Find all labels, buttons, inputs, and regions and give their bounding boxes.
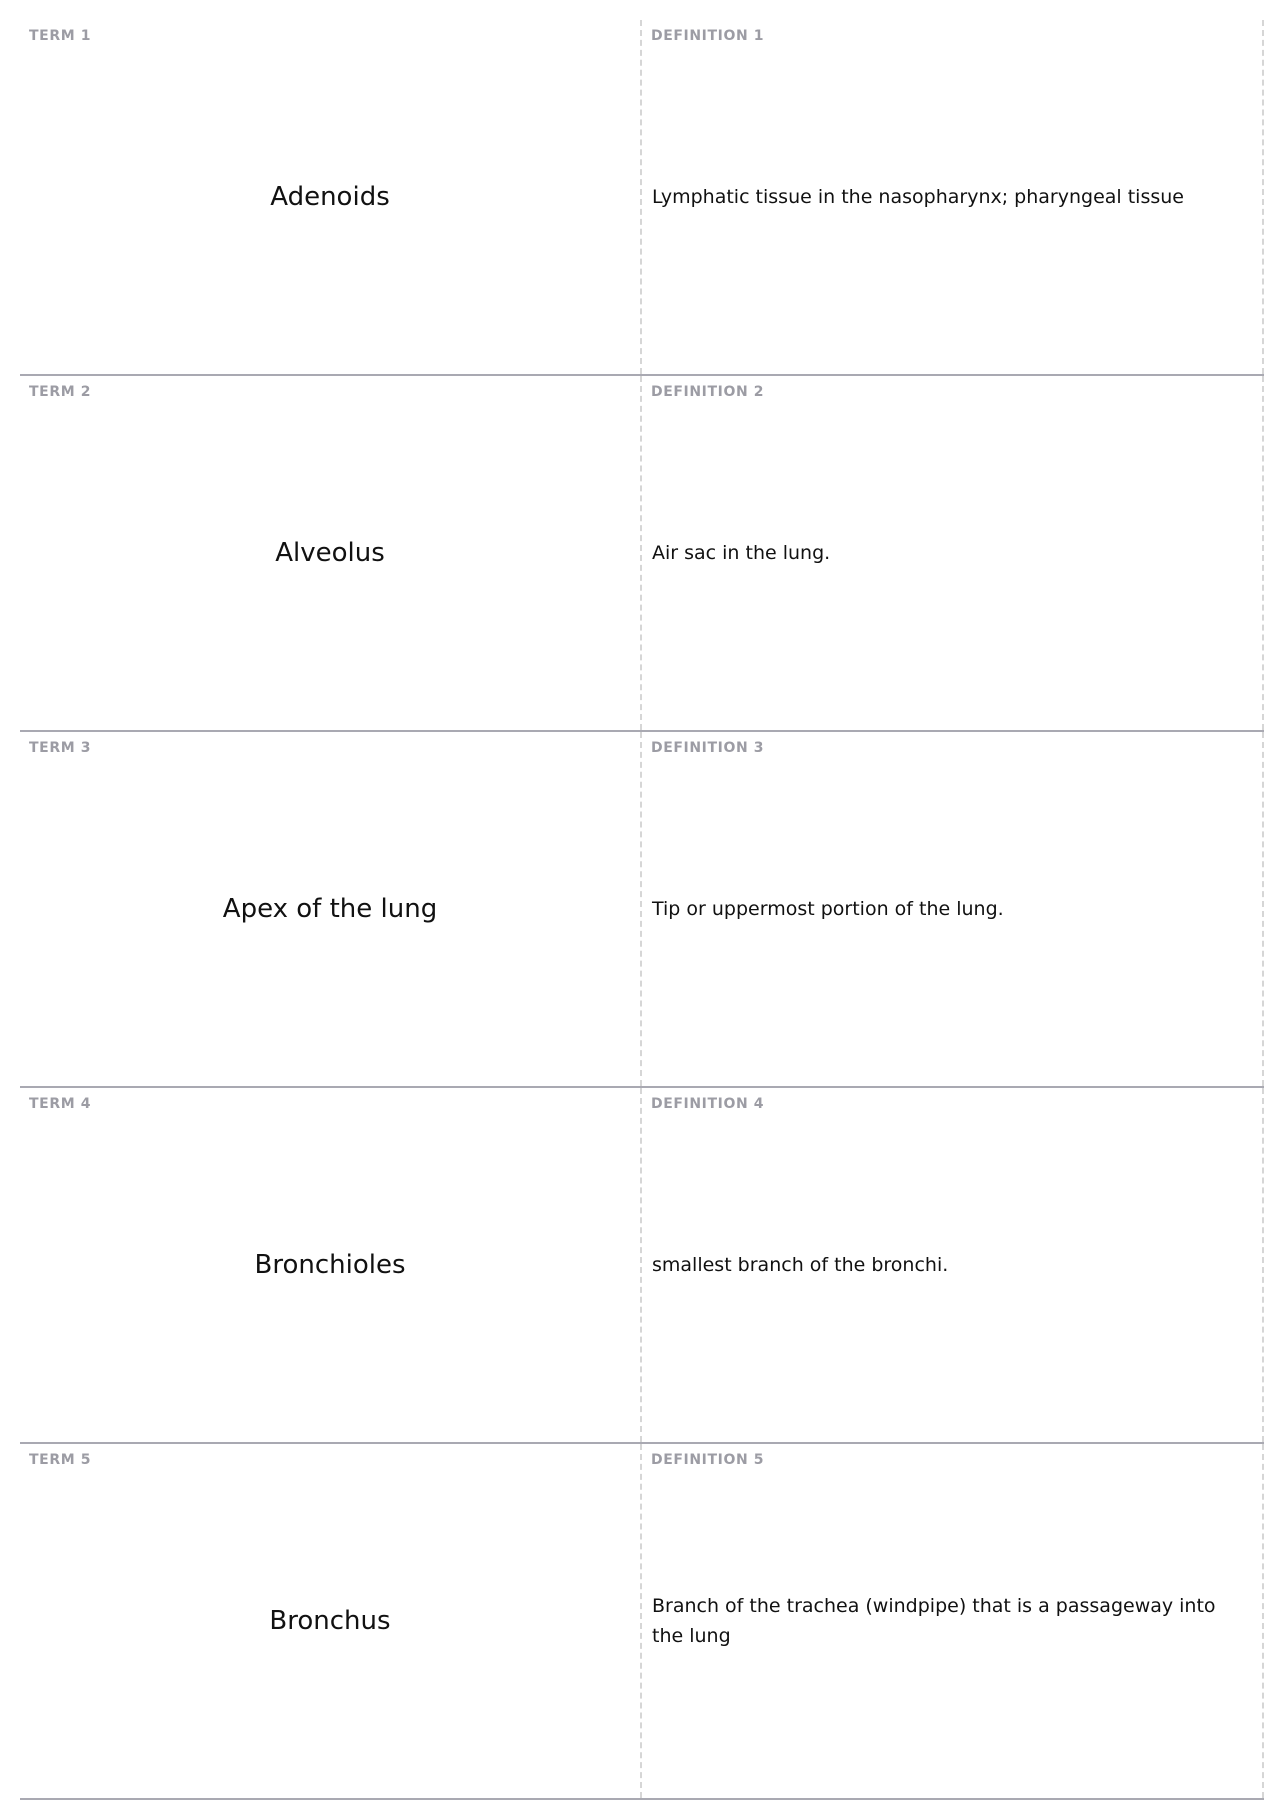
definition-cell [642, 732, 1264, 1086]
term-cell [20, 1088, 642, 1442]
flashcard-row [20, 732, 1264, 1088]
definition-cell [642, 376, 1264, 730]
term-text: Bronchus [269, 1606, 391, 1636]
definition-label: DEFINITION 2 [651, 384, 765, 400]
term-cell [20, 20, 642, 374]
flashcard-row [20, 1088, 1264, 1444]
term-cell [20, 376, 642, 730]
term-text: Alveolus [275, 538, 385, 568]
definition-label: DEFINITION 3 [651, 740, 765, 756]
flashcard-row [20, 20, 1264, 376]
term-label: TERM 3 [29, 740, 92, 756]
flashcard-row [20, 1444, 1264, 1800]
term-text: Bronchioles [254, 1250, 406, 1280]
term-label: TERM 5 [29, 1452, 92, 1468]
flashcard-row [20, 376, 1264, 732]
flashcard-sheet [20, 20, 1264, 1800]
term-label: TERM 2 [29, 384, 92, 400]
definition-text: Lymphatic tissue in the nasopharynx; pharyngeal tissue [652, 186, 1184, 208]
definition-cell [642, 20, 1264, 374]
term-text: Apex of the lung [222, 894, 438, 924]
term-cell [20, 1444, 642, 1798]
definition-label: DEFINITION 5 [651, 1452, 765, 1468]
term-text: Adenoids [270, 182, 390, 212]
term-cell [20, 732, 642, 1086]
definition-label: DEFINITION 4 [651, 1096, 765, 1112]
definition-cell [642, 1088, 1264, 1442]
definition-cell [642, 1444, 1264, 1798]
term-label: TERM 4 [29, 1096, 92, 1112]
term-label: TERM 1 [29, 28, 92, 44]
definition-text: Tip or uppermost portion of the lung. [652, 898, 1004, 920]
definition-label: DEFINITION 1 [651, 28, 765, 44]
definition-text: Air sac in the lung. [652, 542, 831, 564]
definition-text: Branch of the trachea (windpipe) that is a passageway into the lung [652, 1595, 1216, 1647]
definition-text: smallest branch of the bronchi. [652, 1254, 949, 1276]
